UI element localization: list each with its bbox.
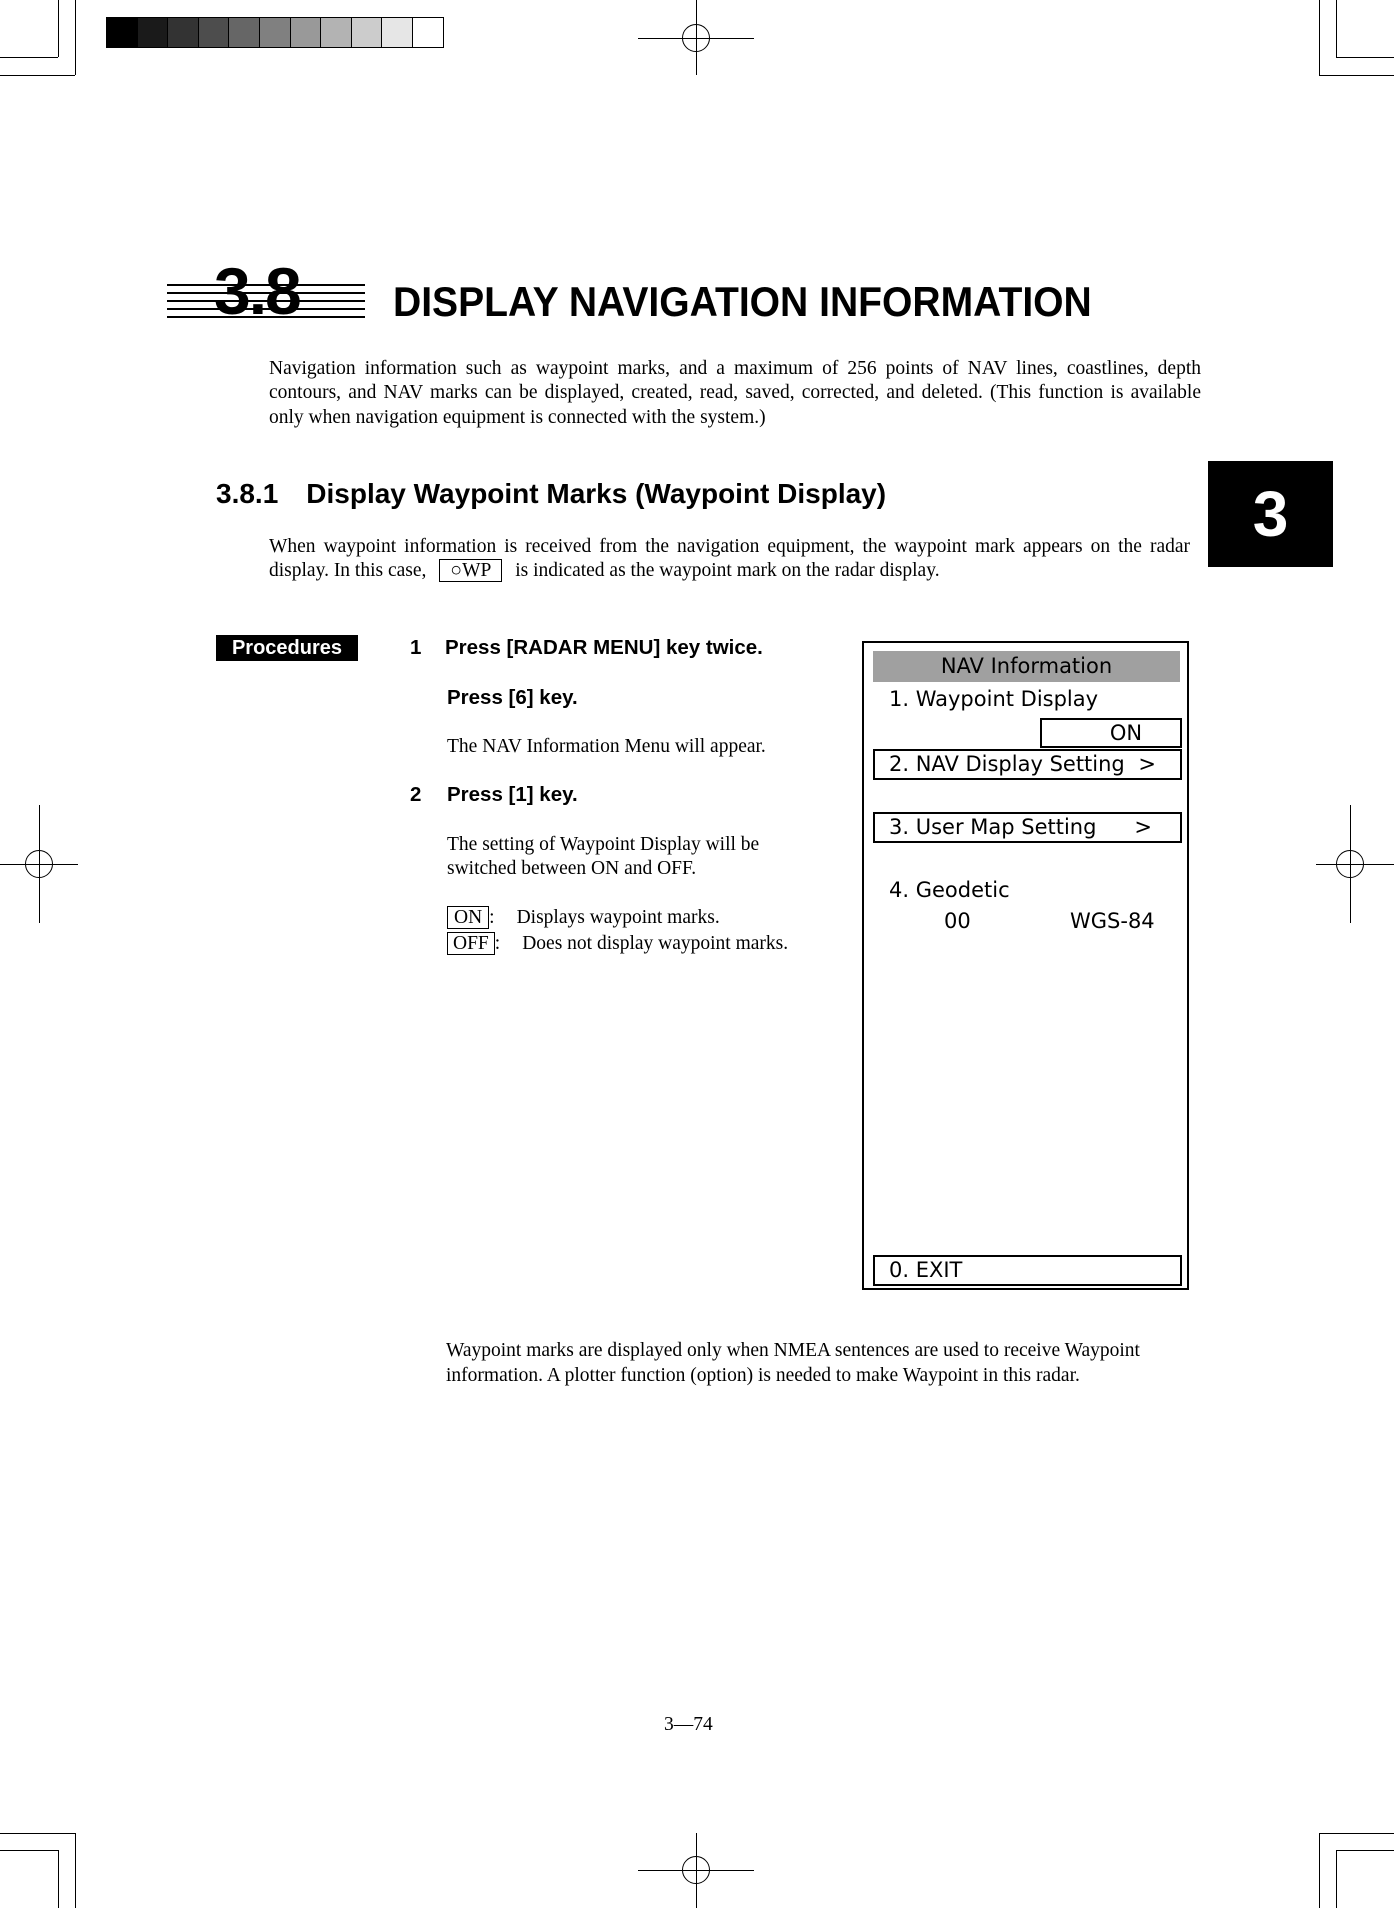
color-swatch xyxy=(107,18,137,47)
option-key: OFF xyxy=(447,932,495,955)
step-subtitle: Press [6] key. xyxy=(447,686,578,709)
color-calibration-bar xyxy=(106,17,444,48)
color-swatch xyxy=(320,18,351,47)
section-number: 3.8 xyxy=(214,254,300,328)
option-desc: Does not display waypoint marks. xyxy=(522,933,789,954)
nav-information-menu xyxy=(862,641,1189,1290)
procedures-label: Procedures xyxy=(216,635,358,661)
chapter-tab: 3 xyxy=(1208,461,1333,567)
section-title: DISPLAY NAVIGATION INFORMATION xyxy=(393,278,1092,325)
paragraph-text: is indicated as the waypoint mark on the radar display. xyxy=(515,560,940,582)
step-description: The NAV Information Menu will appear. xyxy=(447,736,766,757)
subsection-heading xyxy=(216,478,886,510)
color-swatch xyxy=(167,18,198,47)
note-line: Waypoint marks are displayed only when NMEA sentences are used to receive Waypoint xyxy=(446,1340,1140,1361)
menu-item-waypoint-display[interactable]: 1. Waypoint Display xyxy=(889,687,1099,711)
option-desc: Displays waypoint marks. xyxy=(516,907,720,928)
option-on: ON : Displays waypoint marks. xyxy=(447,906,720,930)
subsection-number: 3.8.1 xyxy=(216,478,279,509)
menu-item-label: 2. NAV Display Setting xyxy=(889,752,1125,776)
waypoint-mark-symbol: ○WP xyxy=(439,559,502,582)
color-swatch xyxy=(137,18,168,47)
color-swatch xyxy=(290,18,321,47)
color-swatch xyxy=(228,18,259,47)
menu-title: NAV Information xyxy=(873,651,1180,682)
color-swatch xyxy=(412,18,443,47)
chevron-right-icon: > xyxy=(1134,815,1152,839)
step-title: Press [RADAR MENU] key twice. xyxy=(445,636,763,659)
page-number: 3—74 xyxy=(664,1714,713,1735)
option-key: ON xyxy=(447,906,489,929)
waypoint-display-value[interactable]: ON xyxy=(1040,718,1182,748)
step-number: 2 xyxy=(410,783,422,806)
menu-item-label: 3. User Map Setting xyxy=(889,815,1097,839)
paragraph-text: When waypoint information is received from the navigation equipment, the waypoint mark appears on the radar display. In this case, xyxy=(269,536,1190,582)
geodetic-code: 00 xyxy=(944,909,971,933)
menu-item-nav-display-setting[interactable] xyxy=(873,749,1182,780)
color-swatch xyxy=(381,18,412,47)
geodetic-value: WGS-84 xyxy=(1070,909,1155,933)
note-line: information. A plotter function (option) is needed to make Waypoint in this radar. xyxy=(446,1365,1080,1386)
color-swatch xyxy=(351,18,382,47)
color-swatch xyxy=(259,18,290,47)
intro-paragraph: Navigation information such as waypoint marks, and a maximum of 256 points of NAV lines, coastlines, depth contours, and NAV marks can be displayed, created, read, saved, corrected, and deleted. (This function is available only when navigation equipment is connected with the system.) xyxy=(269,358,1201,428)
chevron-right-icon: > xyxy=(1138,752,1156,776)
step-title: Press [1] key. xyxy=(447,783,578,806)
step-description: The setting of Waypoint Display will be xyxy=(447,834,760,855)
color-swatch xyxy=(198,18,229,47)
menu-item-user-map-setting[interactable] xyxy=(873,812,1182,843)
menu-item-geodetic[interactable]: 4. Geodetic xyxy=(889,878,1010,902)
step-number: 1 xyxy=(410,636,422,659)
step-description: switched between ON and OFF. xyxy=(447,858,697,879)
menu-item-exit[interactable]: 0. EXIT xyxy=(873,1255,1182,1286)
option-off: OFF : Does not display waypoint marks. xyxy=(447,932,788,956)
subsection-paragraph xyxy=(269,535,1190,584)
subsection-title: Display Waypoint Marks (Waypoint Display) xyxy=(306,478,887,509)
